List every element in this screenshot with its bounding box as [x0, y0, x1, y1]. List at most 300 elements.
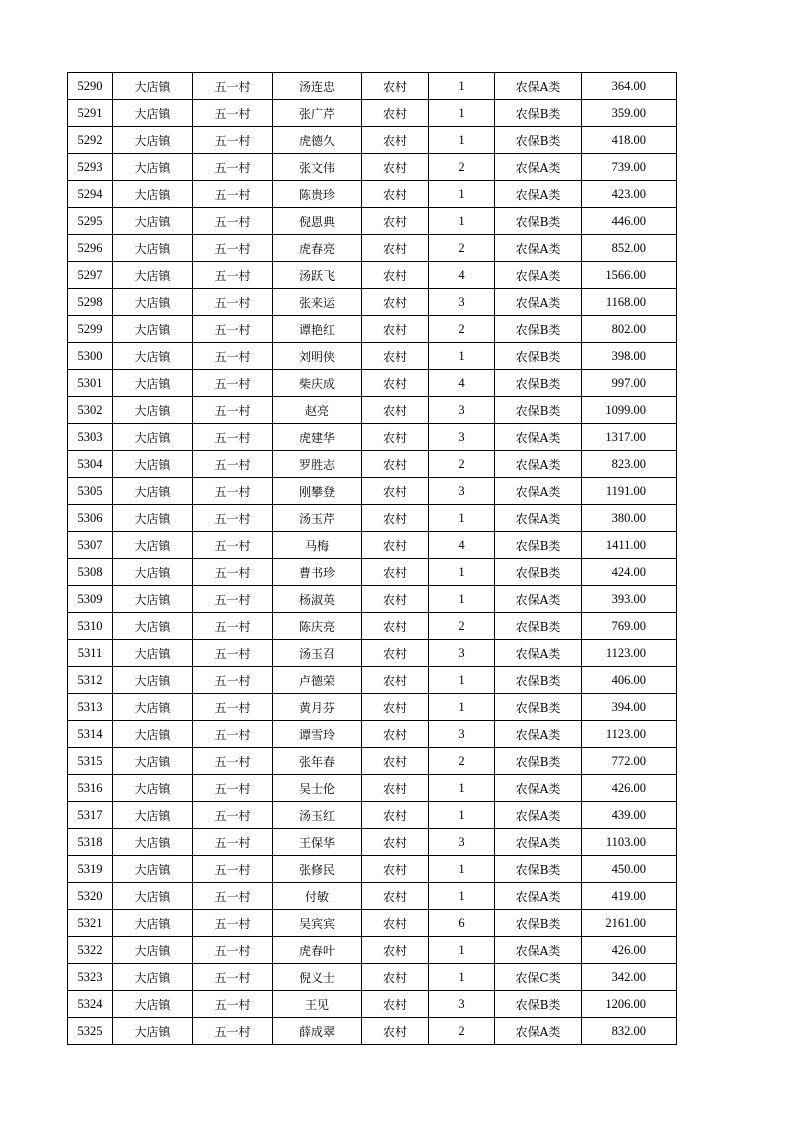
- cell-town: 大店镇: [113, 829, 193, 856]
- cell-person-name: 柴庆成: [273, 370, 362, 397]
- cell-category: 农保A类: [495, 73, 582, 100]
- cell-person-name: 杨淑英: [273, 586, 362, 613]
- cell-town: 大店镇: [113, 532, 193, 559]
- cell-person-count: 1: [429, 343, 495, 370]
- cell-village: 五一村: [193, 127, 273, 154]
- cell-village: 五一村: [193, 667, 273, 694]
- cell-village: 五一村: [193, 100, 273, 127]
- table-row: [68, 802, 677, 829]
- cell-amount: 342.00: [582, 964, 677, 991]
- cell-town: 大店镇: [113, 721, 193, 748]
- cell-category: 农保A类: [495, 829, 582, 856]
- cell-amount: 380.00: [582, 505, 677, 532]
- cell-amount: 394.00: [582, 694, 677, 721]
- cell-amount: 1566.00: [582, 262, 677, 289]
- cell-amount: 426.00: [582, 937, 677, 964]
- cell-person-count: 1: [429, 775, 495, 802]
- cell-household-type: 农村: [362, 262, 429, 289]
- cell-village: 五一村: [193, 532, 273, 559]
- cell-town: 大店镇: [113, 775, 193, 802]
- cell-amount: 997.00: [582, 370, 677, 397]
- cell-person-count: 1: [429, 694, 495, 721]
- cell-amount: 1411.00: [582, 532, 677, 559]
- cell-household-type: 农村: [362, 235, 429, 262]
- cell-amount: 439.00: [582, 802, 677, 829]
- cell-person-count: 2: [429, 748, 495, 775]
- cell-amount: 446.00: [582, 208, 677, 235]
- table-row: [68, 73, 677, 100]
- cell-village: 五一村: [193, 262, 273, 289]
- cell-category: 农保A类: [495, 478, 582, 505]
- cell-town: 大店镇: [113, 937, 193, 964]
- table-row: [68, 262, 677, 289]
- cell-category: 农保B类: [495, 694, 582, 721]
- cell-person-count: 1: [429, 73, 495, 100]
- cell-category: 农保B类: [495, 613, 582, 640]
- cell-category: 农保A类: [495, 937, 582, 964]
- cell-person-count: 3: [429, 478, 495, 505]
- cell-household-type: 农村: [362, 451, 429, 478]
- table-row: [68, 667, 677, 694]
- cell-village: 五一村: [193, 154, 273, 181]
- cell-person-name: 张修民: [273, 856, 362, 883]
- cell-serial-number: 5308: [68, 559, 113, 586]
- cell-person-count: 2: [429, 1018, 495, 1045]
- cell-town: 大店镇: [113, 748, 193, 775]
- cell-village: 五一村: [193, 424, 273, 451]
- cell-category: 农保A类: [495, 640, 582, 667]
- cell-person-name: 刚攀登: [273, 478, 362, 505]
- cell-category: 农保B类: [495, 208, 582, 235]
- cell-serial-number: 5295: [68, 208, 113, 235]
- cell-household-type: 农村: [362, 991, 429, 1018]
- cell-serial-number: 5311: [68, 640, 113, 667]
- cell-person-name: 卢德荣: [273, 667, 362, 694]
- cell-town: 大店镇: [113, 640, 193, 667]
- cell-household-type: 农村: [362, 73, 429, 100]
- cell-amount: 739.00: [582, 154, 677, 181]
- cell-village: 五一村: [193, 451, 273, 478]
- table-row: [68, 937, 677, 964]
- table-row: [68, 208, 677, 235]
- cell-serial-number: 5303: [68, 424, 113, 451]
- cell-serial-number: 5324: [68, 991, 113, 1018]
- cell-category: 农保A类: [495, 505, 582, 532]
- cell-town: 大店镇: [113, 586, 193, 613]
- cell-village: 五一村: [193, 208, 273, 235]
- cell-person-count: 1: [429, 667, 495, 694]
- cell-town: 大店镇: [113, 613, 193, 640]
- cell-person-count: 1: [429, 208, 495, 235]
- cell-person-name: 吴宾宾: [273, 910, 362, 937]
- cell-serial-number: 5299: [68, 316, 113, 343]
- cell-person-name: 张广芹: [273, 100, 362, 127]
- table-row: [68, 640, 677, 667]
- cell-village: 五一村: [193, 964, 273, 991]
- cell-household-type: 农村: [362, 640, 429, 667]
- table-row: [68, 991, 677, 1018]
- table-row: [68, 478, 677, 505]
- cell-category: 农保B类: [495, 397, 582, 424]
- cell-category: 农保A类: [495, 883, 582, 910]
- cell-category: 农保A类: [495, 775, 582, 802]
- cell-amount: 424.00: [582, 559, 677, 586]
- cell-serial-number: 5319: [68, 856, 113, 883]
- cell-village: 五一村: [193, 73, 273, 100]
- cell-category: 农保A类: [495, 289, 582, 316]
- table-row: [68, 424, 677, 451]
- cell-household-type: 农村: [362, 721, 429, 748]
- cell-household-type: 农村: [362, 1018, 429, 1045]
- cell-household-type: 农村: [362, 748, 429, 775]
- cell-amount: 1123.00: [582, 640, 677, 667]
- cell-household-type: 农村: [362, 802, 429, 829]
- cell-village: 五一村: [193, 748, 273, 775]
- table-row: [68, 613, 677, 640]
- cell-amount: 423.00: [582, 181, 677, 208]
- table-row: [68, 856, 677, 883]
- cell-person-name: 倪恩典: [273, 208, 362, 235]
- cell-household-type: 农村: [362, 937, 429, 964]
- table-row: [68, 559, 677, 586]
- table-row: [68, 100, 677, 127]
- cell-amount: 802.00: [582, 316, 677, 343]
- cell-person-count: 1: [429, 964, 495, 991]
- table-row: [68, 883, 677, 910]
- cell-person-name: 虎春亮: [273, 235, 362, 262]
- cell-household-type: 农村: [362, 397, 429, 424]
- cell-serial-number: 5305: [68, 478, 113, 505]
- cell-village: 五一村: [193, 1018, 273, 1045]
- cell-town: 大店镇: [113, 883, 193, 910]
- cell-amount: 769.00: [582, 613, 677, 640]
- cell-serial-number: 5297: [68, 262, 113, 289]
- benefit-table-container: [67, 72, 677, 1045]
- cell-town: 大店镇: [113, 991, 193, 1018]
- cell-town: 大店镇: [113, 397, 193, 424]
- cell-serial-number: 5296: [68, 235, 113, 262]
- cell-category: 农保A类: [495, 586, 582, 613]
- cell-amount: 772.00: [582, 748, 677, 775]
- cell-village: 五一村: [193, 640, 273, 667]
- table-row: [68, 775, 677, 802]
- cell-category: 农保C类: [495, 964, 582, 991]
- cell-serial-number: 5292: [68, 127, 113, 154]
- cell-serial-number: 5320: [68, 883, 113, 910]
- cell-amount: 2161.00: [582, 910, 677, 937]
- cell-serial-number: 5315: [68, 748, 113, 775]
- cell-town: 大店镇: [113, 559, 193, 586]
- cell-village: 五一村: [193, 316, 273, 343]
- cell-serial-number: 5291: [68, 100, 113, 127]
- cell-town: 大店镇: [113, 235, 193, 262]
- cell-village: 五一村: [193, 613, 273, 640]
- cell-serial-number: 5322: [68, 937, 113, 964]
- cell-town: 大店镇: [113, 667, 193, 694]
- cell-person-name: 张年春: [273, 748, 362, 775]
- cell-town: 大店镇: [113, 262, 193, 289]
- cell-town: 大店镇: [113, 451, 193, 478]
- cell-serial-number: 5314: [68, 721, 113, 748]
- cell-amount: 1317.00: [582, 424, 677, 451]
- cell-person-name: 张文伟: [273, 154, 362, 181]
- cell-town: 大店镇: [113, 343, 193, 370]
- cell-village: 五一村: [193, 370, 273, 397]
- cell-serial-number: 5323: [68, 964, 113, 991]
- cell-person-count: 3: [429, 721, 495, 748]
- cell-person-name: 付敏: [273, 883, 362, 910]
- cell-person-name: 曹书珍: [273, 559, 362, 586]
- cell-town: 大店镇: [113, 1018, 193, 1045]
- cell-person-name: 张来运: [273, 289, 362, 316]
- cell-person-count: 3: [429, 289, 495, 316]
- cell-category: 农保A类: [495, 721, 582, 748]
- cell-serial-number: 5310: [68, 613, 113, 640]
- cell-person-count: 1: [429, 802, 495, 829]
- cell-person-name: 刘明侠: [273, 343, 362, 370]
- cell-town: 大店镇: [113, 478, 193, 505]
- cell-person-count: 3: [429, 640, 495, 667]
- table-row: [68, 289, 677, 316]
- cell-person-name: 虎德久: [273, 127, 362, 154]
- cell-village: 五一村: [193, 991, 273, 1018]
- table-row: [68, 1018, 677, 1045]
- cell-household-type: 农村: [362, 964, 429, 991]
- cell-town: 大店镇: [113, 154, 193, 181]
- cell-person-count: 1: [429, 856, 495, 883]
- cell-serial-number: 5312: [68, 667, 113, 694]
- cell-village: 五一村: [193, 937, 273, 964]
- cell-town: 大店镇: [113, 208, 193, 235]
- cell-serial-number: 5318: [68, 829, 113, 856]
- cell-person-count: 2: [429, 235, 495, 262]
- cell-serial-number: 5290: [68, 73, 113, 100]
- cell-amount: 419.00: [582, 883, 677, 910]
- cell-amount: 1103.00: [582, 829, 677, 856]
- cell-category: 农保B类: [495, 856, 582, 883]
- cell-category: 农保A类: [495, 451, 582, 478]
- cell-village: 五一村: [193, 397, 273, 424]
- cell-amount: 1168.00: [582, 289, 677, 316]
- cell-serial-number: 5304: [68, 451, 113, 478]
- cell-village: 五一村: [193, 343, 273, 370]
- cell-serial-number: 5306: [68, 505, 113, 532]
- cell-amount: 393.00: [582, 586, 677, 613]
- cell-person-count: 4: [429, 532, 495, 559]
- cell-person-name: 汤玉芹: [273, 505, 362, 532]
- cell-town: 大店镇: [113, 424, 193, 451]
- cell-person-name: 谭雪玲: [273, 721, 362, 748]
- table-row: [68, 370, 677, 397]
- table-row: [68, 505, 677, 532]
- table-row: [68, 154, 677, 181]
- cell-person-name: 吴士伦: [273, 775, 362, 802]
- cell-category: 农保A类: [495, 802, 582, 829]
- cell-serial-number: 5325: [68, 1018, 113, 1045]
- cell-person-name: 陈贵珍: [273, 181, 362, 208]
- cell-village: 五一村: [193, 181, 273, 208]
- cell-category: 农保A类: [495, 1018, 582, 1045]
- table-row: [68, 181, 677, 208]
- cell-person-count: 1: [429, 100, 495, 127]
- cell-village: 五一村: [193, 721, 273, 748]
- cell-person-name: 汤连忠: [273, 73, 362, 100]
- cell-village: 五一村: [193, 289, 273, 316]
- cell-person-count: 4: [429, 262, 495, 289]
- cell-person-count: 3: [429, 829, 495, 856]
- table-body: [68, 73, 677, 1045]
- cell-person-name: 倪义士: [273, 964, 362, 991]
- cell-serial-number: 5300: [68, 343, 113, 370]
- cell-serial-number: 5293: [68, 154, 113, 181]
- cell-amount: 852.00: [582, 235, 677, 262]
- cell-category: 农保B类: [495, 559, 582, 586]
- cell-town: 大店镇: [113, 505, 193, 532]
- cell-amount: 1191.00: [582, 478, 677, 505]
- cell-person-name: 虎春叶: [273, 937, 362, 964]
- cell-category: 农保B类: [495, 316, 582, 343]
- cell-serial-number: 5317: [68, 802, 113, 829]
- cell-household-type: 农村: [362, 883, 429, 910]
- cell-village: 五一村: [193, 775, 273, 802]
- cell-amount: 1123.00: [582, 721, 677, 748]
- cell-person-count: 1: [429, 181, 495, 208]
- cell-category: 农保B类: [495, 910, 582, 937]
- cell-person-name: 赵亮: [273, 397, 362, 424]
- table-row: [68, 316, 677, 343]
- cell-category: 农保B类: [495, 748, 582, 775]
- cell-amount: 823.00: [582, 451, 677, 478]
- cell-category: 农保B类: [495, 100, 582, 127]
- cell-household-type: 农村: [362, 478, 429, 505]
- cell-amount: 406.00: [582, 667, 677, 694]
- table-row: [68, 829, 677, 856]
- cell-amount: 832.00: [582, 1018, 677, 1045]
- cell-category: 农保B类: [495, 532, 582, 559]
- cell-village: 五一村: [193, 829, 273, 856]
- cell-village: 五一村: [193, 694, 273, 721]
- cell-amount: 364.00: [582, 73, 677, 100]
- cell-amount: 359.00: [582, 100, 677, 127]
- cell-household-type: 农村: [362, 316, 429, 343]
- cell-town: 大店镇: [113, 802, 193, 829]
- cell-household-type: 农村: [362, 343, 429, 370]
- cell-person-count: 2: [429, 154, 495, 181]
- table-row: [68, 343, 677, 370]
- cell-household-type: 农村: [362, 289, 429, 316]
- cell-amount: 398.00: [582, 343, 677, 370]
- cell-category: 农保B类: [495, 127, 582, 154]
- cell-household-type: 农村: [362, 775, 429, 802]
- cell-household-type: 农村: [362, 127, 429, 154]
- cell-household-type: 农村: [362, 586, 429, 613]
- cell-person-count: 3: [429, 397, 495, 424]
- cell-person-count: 1: [429, 127, 495, 154]
- cell-category: 农保B类: [495, 370, 582, 397]
- cell-town: 大店镇: [113, 181, 193, 208]
- cell-person-count: 6: [429, 910, 495, 937]
- cell-town: 大店镇: [113, 370, 193, 397]
- cell-serial-number: 5309: [68, 586, 113, 613]
- cell-person-count: 1: [429, 586, 495, 613]
- cell-person-name: 王见: [273, 991, 362, 1018]
- cell-person-count: 3: [429, 424, 495, 451]
- table-row: [68, 451, 677, 478]
- cell-town: 大店镇: [113, 694, 193, 721]
- cell-household-type: 农村: [362, 532, 429, 559]
- cell-category: 农保A类: [495, 235, 582, 262]
- cell-person-name: 马梅: [273, 532, 362, 559]
- cell-amount: 418.00: [582, 127, 677, 154]
- table-row: [68, 127, 677, 154]
- cell-household-type: 农村: [362, 181, 429, 208]
- cell-person-count: 2: [429, 613, 495, 640]
- cell-town: 大店镇: [113, 856, 193, 883]
- cell-person-count: 1: [429, 559, 495, 586]
- cell-person-name: 谭艳红: [273, 316, 362, 343]
- cell-village: 五一村: [193, 802, 273, 829]
- cell-town: 大店镇: [113, 127, 193, 154]
- cell-person-count: 1: [429, 883, 495, 910]
- cell-amount: 450.00: [582, 856, 677, 883]
- cell-category: 农保A类: [495, 262, 582, 289]
- cell-village: 五一村: [193, 478, 273, 505]
- cell-category: 农保B类: [495, 667, 582, 694]
- cell-amount: 1206.00: [582, 991, 677, 1018]
- cell-village: 五一村: [193, 559, 273, 586]
- cell-person-count: 1: [429, 937, 495, 964]
- cell-amount: 1099.00: [582, 397, 677, 424]
- cell-category: 农保B类: [495, 343, 582, 370]
- cell-serial-number: 5321: [68, 910, 113, 937]
- cell-household-type: 农村: [362, 100, 429, 127]
- table-row: [68, 964, 677, 991]
- table-row: [68, 586, 677, 613]
- cell-household-type: 农村: [362, 829, 429, 856]
- cell-household-type: 农村: [362, 694, 429, 721]
- cell-town: 大店镇: [113, 100, 193, 127]
- cell-person-name: 薛成翠: [273, 1018, 362, 1045]
- cell-village: 五一村: [193, 883, 273, 910]
- cell-category: 农保A类: [495, 181, 582, 208]
- cell-household-type: 农村: [362, 505, 429, 532]
- table-row: [68, 694, 677, 721]
- cell-village: 五一村: [193, 856, 273, 883]
- table-row: [68, 235, 677, 262]
- cell-person-name: 汤玉红: [273, 802, 362, 829]
- cell-serial-number: 5313: [68, 694, 113, 721]
- cell-household-type: 农村: [362, 667, 429, 694]
- cell-person-count: 4: [429, 370, 495, 397]
- cell-household-type: 农村: [362, 559, 429, 586]
- cell-town: 大店镇: [113, 316, 193, 343]
- cell-category: 农保A类: [495, 424, 582, 451]
- cell-category: 农保B类: [495, 991, 582, 1018]
- cell-person-name: 陈庆亮: [273, 613, 362, 640]
- cell-serial-number: 5316: [68, 775, 113, 802]
- cell-person-name: 汤玉召: [273, 640, 362, 667]
- cell-household-type: 农村: [362, 856, 429, 883]
- cell-town: 大店镇: [113, 964, 193, 991]
- cell-person-count: 3: [429, 991, 495, 1018]
- benefit-table: [67, 72, 677, 1045]
- cell-village: 五一村: [193, 910, 273, 937]
- cell-serial-number: 5307: [68, 532, 113, 559]
- cell-household-type: 农村: [362, 208, 429, 235]
- cell-serial-number: 5302: [68, 397, 113, 424]
- cell-town: 大店镇: [113, 910, 193, 937]
- cell-person-count: 2: [429, 316, 495, 343]
